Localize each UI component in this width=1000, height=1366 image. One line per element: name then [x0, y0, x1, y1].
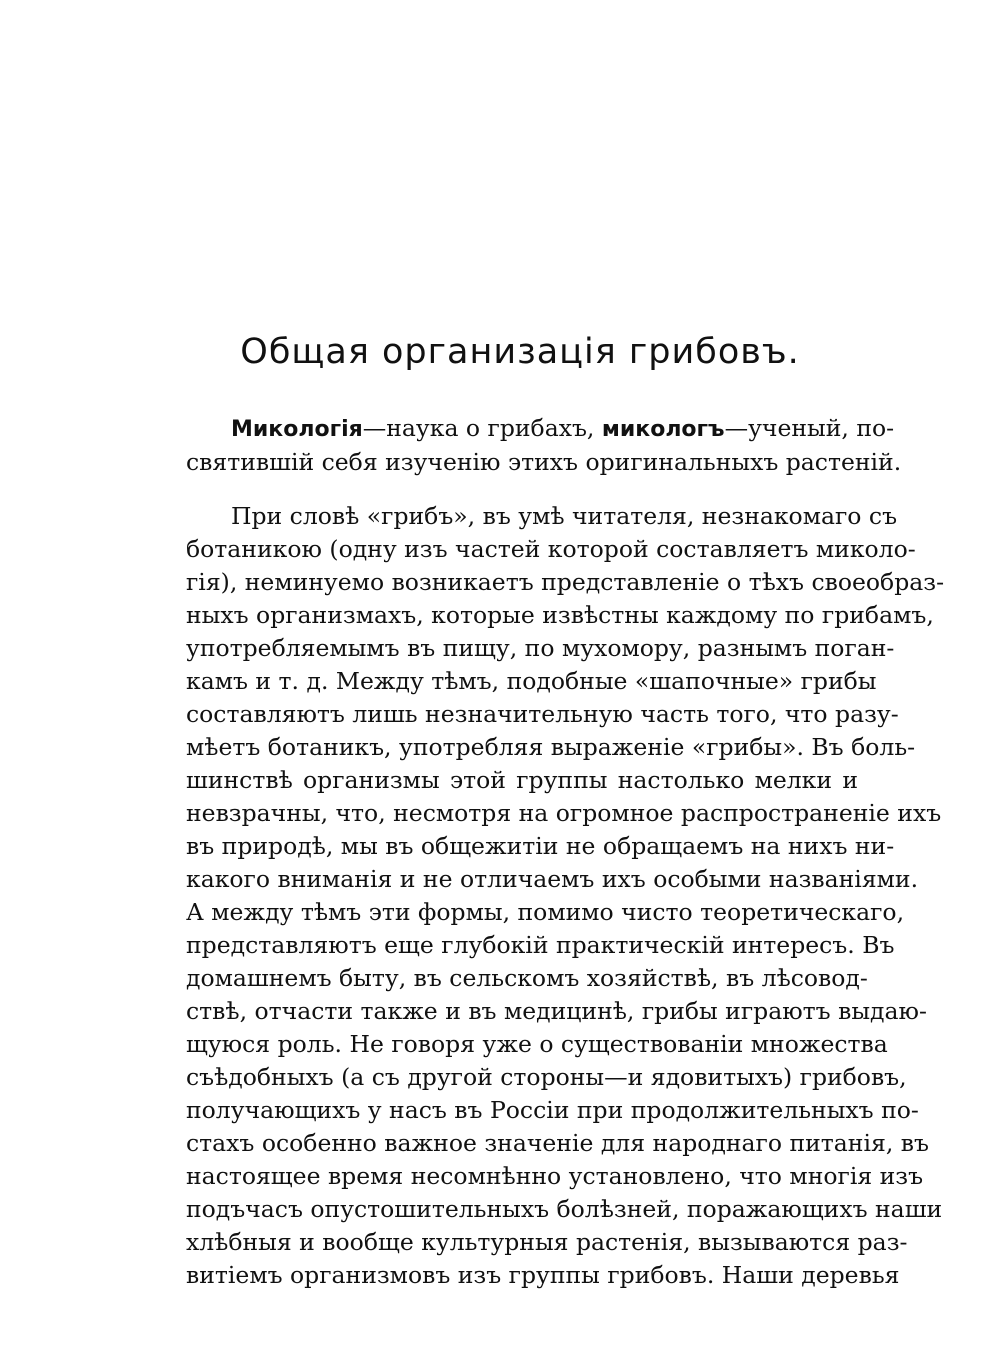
- body-line: ныхъ организмахъ, которые извѣстны каждому по грибамъ,: [186, 601, 934, 629]
- body-line: употребляемымъ въ пищу, по мухомору, разнымъ поган-: [186, 634, 895, 662]
- body-line: невзрачны, что, несмотря на огромное распространеніе ихъ: [186, 799, 942, 827]
- body-line: ствѣ, отчасти также и въ медицинѣ, грибы играютъ выдаю-: [186, 997, 927, 1025]
- body-line: хлѣбныя и вообще культурныя растенія, вызываются раз-: [186, 1228, 908, 1256]
- body-line: въ природѣ, мы въ общежитіи не обращаемъ на нихъ ни-: [186, 832, 895, 860]
- intro-text-1: —наука о грибахъ,: [362, 414, 595, 442]
- body-line: стахъ особенно важное значеніе для народнаго питанія, въ: [186, 1129, 929, 1157]
- term-mycologist: микологъ: [601, 417, 725, 442]
- intro-paragraph: [186, 412, 902, 479]
- body-line: домашнемъ быту, въ сельскомъ хозяйствѣ, въ лѣсовод-: [186, 964, 868, 992]
- term-mycology: Микологія: [231, 417, 363, 442]
- body-line: гія), неминуемо возникаетъ представленіе о тѣхъ своеобраз-: [186, 568, 945, 596]
- body-line: камъ и т. д. Между тѣмъ, подобные «шапочные» грибы: [186, 667, 877, 695]
- intro-line-1: [186, 412, 895, 446]
- body-line: ботаникою (одну изъ частей которой составляетъ миколо-: [186, 535, 916, 563]
- body-line: составляютъ лишь незначительную часть того, что разу-: [186, 700, 899, 728]
- body-line: А между тѣмъ эти формы, помимо чисто теоретическаго,: [186, 898, 905, 926]
- body-line: При словѣ «грибъ», въ умѣ читателя, незнакомаго съ: [231, 502, 898, 530]
- body-line: настоящее время несомнѣнно установлено, что многія изъ: [186, 1162, 924, 1190]
- chapter-title: Общая организація грибовъ.: [240, 332, 800, 372]
- body-line: мѣетъ ботаникъ, употребляя выраженіе «грибы». Въ боль-: [186, 733, 916, 761]
- intro-text-2: —ученый, по-: [724, 414, 895, 442]
- body-line: шинствѣ организмы этой группы настолько мелки и: [186, 766, 858, 794]
- body-line: подъчасъ опустошительныхъ болѣзней, поражающихъ наши: [186, 1195, 943, 1223]
- body-line: какого вниманія и не отличаемъ ихъ особыми названіями.: [186, 865, 919, 893]
- intro-line-2: святившій себя изученію этихъ оригинальныхъ растеній.: [186, 448, 902, 476]
- body-line: представляютъ еще глубокій практическій интересъ. Въ: [186, 931, 895, 959]
- body-line: съѣдобныхъ (а съ другой стороны—и ядовитыхъ) грибовъ,: [186, 1063, 907, 1091]
- body-line: щуюся роль. Не говоря уже о существованіи множества: [186, 1030, 888, 1058]
- body-paragraph: [186, 500, 945, 1292]
- body-line: витіемъ организмовъ изъ группы грибовъ. Наши деревья: [186, 1261, 900, 1289]
- body-line: получающихъ у насъ въ Россіи при продолжительныхъ по-: [186, 1096, 919, 1124]
